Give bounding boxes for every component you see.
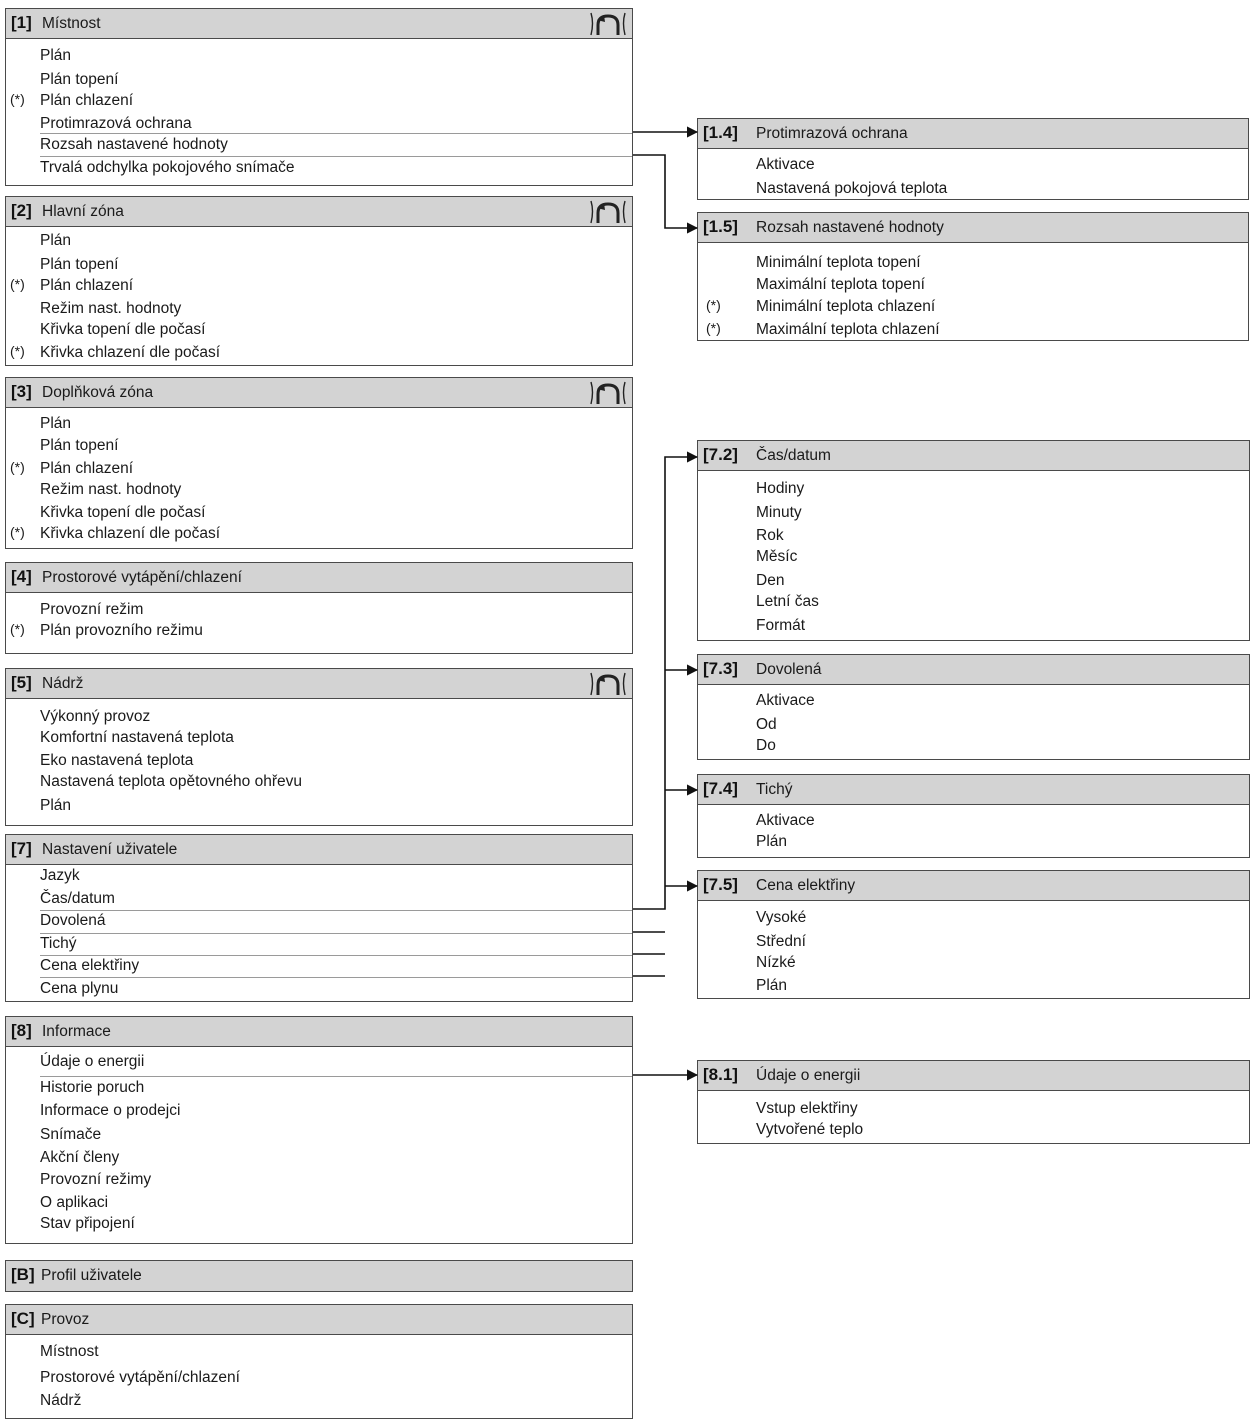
menu-item: Informace o prodejci (40, 1102, 181, 1119)
menu-m3 (5, 377, 633, 549)
menu-item: Střední (756, 933, 806, 950)
menu-m5 (5, 668, 633, 826)
menu-title: Informace (42, 1023, 111, 1040)
menu-title: Nádrž (42, 675, 84, 692)
menu-item: Plán topení (40, 71, 119, 88)
menu-item: Jazyk (40, 867, 80, 884)
menu-header (6, 835, 632, 865)
menu-header (6, 197, 632, 227)
menu-item: Křivka topení dle počasí (40, 504, 206, 521)
optional-marker: (*) (10, 524, 25, 540)
menu-m7 (5, 834, 633, 1002)
menu-code: [7.2] (703, 445, 738, 464)
menu-item: Plán topení (40, 437, 119, 454)
menu-item: Protimrazová ochrana (40, 115, 192, 132)
menu-item: Formát (756, 617, 806, 634)
item-separator (40, 133, 632, 134)
item-separator (40, 156, 632, 157)
menu-item: Plán topení (40, 256, 119, 273)
menu-header (6, 1305, 632, 1335)
menu-item: Vytvořené teplo (756, 1121, 864, 1138)
menu-code: [3] (11, 382, 32, 401)
optional-marker: (*) (706, 320, 721, 336)
menu-code: [8] (11, 1021, 32, 1040)
menu-item: Rozsah nastavené hodnoty (40, 136, 228, 153)
optional-marker: (*) (10, 276, 25, 292)
menu-title: Nastavení uživatele (42, 841, 178, 858)
menu-item: Režim nast. hodnoty (40, 481, 182, 498)
menu-header (6, 378, 632, 408)
menu-header (698, 213, 1248, 243)
menu-title: Profil uživatele (41, 1267, 142, 1284)
menu-item: Prostorové vytápění/chlazení (40, 1369, 240, 1386)
item-separator (40, 933, 632, 934)
menu-item: Den (756, 572, 785, 589)
menu-item: O aplikaci (40, 1194, 109, 1211)
menu-code: [7.4] (703, 779, 738, 798)
menu-item: Plán (40, 415, 72, 432)
item-separator (40, 955, 632, 956)
menu-header (698, 1061, 1249, 1091)
menu-item: Výkonný provoz (40, 708, 151, 725)
menu-item: Do (756, 737, 776, 754)
menu-item: Rok (756, 527, 784, 544)
menu-title: Doplňková zóna (42, 384, 154, 401)
menu-title: Rozsah nastavené hodnoty (756, 219, 944, 236)
menu-code: [C] (11, 1309, 35, 1328)
menu-s73 (697, 654, 1250, 760)
menu-code: [B] (11, 1265, 35, 1284)
menu-item: Nízké (756, 954, 796, 971)
menu-item: Režim nast. hodnoty (40, 300, 182, 317)
menu-title: Hlavní zóna (42, 203, 124, 220)
menu-item: Tichý (40, 935, 77, 952)
menu-item: Minimální teplota chlazení (756, 298, 936, 315)
menu-code: [7.5] (703, 875, 738, 894)
menu-m1 (5, 8, 633, 186)
menu-title: Údaje o energii (756, 1067, 861, 1084)
menu-item: Akční členy (40, 1149, 120, 1166)
menu-item: Cena plynu (40, 980, 119, 997)
menu-header (6, 563, 632, 593)
menu-code: [2] (11, 201, 32, 220)
menu-item: Plán (40, 47, 72, 64)
menu-item: Snímače (40, 1126, 102, 1143)
menu-s75 (697, 870, 1250, 999)
schedule-icon (588, 11, 628, 37)
menu-item: Plán provozního režimu (40, 622, 203, 639)
menu-code: [1] (11, 13, 32, 32)
menu-item: Aktivace (756, 692, 815, 709)
menu-s72 (697, 440, 1250, 641)
menu-item: Plán (756, 977, 788, 994)
menu-title: Prostorové vytápění/chlazení (42, 569, 242, 586)
menu-title: Provoz (41, 1311, 90, 1328)
item-separator (40, 910, 632, 911)
menu-item: Od (756, 716, 777, 733)
menu-item: Aktivace (756, 812, 815, 829)
menu-item: Křivka topení dle počasí (40, 321, 206, 338)
menu-item: Stav připojení (40, 1215, 135, 1232)
menu-item: Provozní režim (40, 601, 144, 618)
menu-item: Minuty (756, 504, 802, 521)
menu-item: Nastavená teplota opětovného ohřevu (40, 773, 302, 790)
menu-code: [4] (11, 567, 32, 586)
menu-header (698, 441, 1249, 471)
optional-marker: (*) (10, 91, 25, 107)
menu-s15 (697, 212, 1249, 341)
connector-line (633, 155, 697, 228)
menu-title: Dovolená (756, 661, 822, 678)
menu-code: [8.1] (703, 1065, 738, 1084)
menu-m2 (5, 196, 633, 366)
menu-item: Místnost (40, 1343, 99, 1360)
menu-s14 (697, 118, 1249, 200)
item-separator (40, 1076, 632, 1077)
menu-header (698, 871, 1249, 901)
menu-item: Čas/datum (40, 890, 115, 907)
schedule-icon (588, 199, 628, 225)
menu-item: Maximální teplota chlazení (756, 321, 940, 338)
menu-item: Měsíc (756, 548, 798, 565)
menu-item: Křivka chlazení dle počasí (40, 525, 221, 542)
menu-header (6, 1017, 632, 1047)
menu-item: Nastavená pokojová teplota (756, 180, 948, 197)
menu-code: [1.4] (703, 123, 738, 142)
menu-s81 (697, 1060, 1250, 1144)
menu-item: Historie poruch (40, 1079, 145, 1096)
menu-item: Cena elektřiny (40, 957, 140, 974)
menu-item: Plán chlazení (40, 92, 134, 109)
menu-item: Plán chlazení (40, 277, 134, 294)
menu-item: Vstup elektřiny (756, 1100, 858, 1117)
menu-item: Křivka chlazení dle počasí (40, 344, 221, 361)
menu-code: [5] (11, 673, 32, 692)
menu-item: Minimální teplota topení (756, 254, 921, 271)
menu-mC (5, 1304, 633, 1419)
menu-title: Tichý (756, 781, 793, 798)
menu-item: Plán (756, 833, 788, 850)
menu-header (698, 119, 1248, 149)
menu-header (698, 655, 1249, 685)
menu-m8 (5, 1016, 633, 1244)
item-separator (40, 977, 632, 978)
menu-code: [7] (11, 839, 32, 858)
menu-item: Dovolená (40, 912, 106, 929)
menu-code: [7.3] (703, 659, 738, 678)
menu-title: Místnost (42, 15, 101, 32)
menu-item: Aktivace (756, 156, 815, 173)
menu-item: Komfortní nastavená teplota (40, 729, 234, 746)
schedule-icon (588, 380, 628, 406)
menu-item: Plán (40, 232, 72, 249)
optional-marker: (*) (10, 343, 25, 359)
schedule-icon (588, 671, 628, 697)
menu-header (6, 9, 632, 39)
menu-header (6, 669, 632, 699)
connector-line (633, 457, 697, 909)
menu-item: Nádrž (40, 1392, 82, 1409)
menu-item: Plán chlazení (40, 460, 134, 477)
optional-marker: (*) (10, 621, 25, 637)
menu-s74 (697, 774, 1250, 858)
menu-item: Plán (40, 797, 72, 814)
menu-item: Vysoké (756, 909, 807, 926)
menu-title: Protimrazová ochrana (756, 125, 908, 142)
menu-item: Letní čas (756, 593, 819, 610)
menu-header (698, 775, 1249, 805)
optional-marker: (*) (706, 297, 721, 313)
menu-item: Maximální teplota topení (756, 276, 925, 293)
menu-title: Cena elektřiny (756, 877, 856, 894)
menu-header (6, 1261, 632, 1291)
menu-item: Provozní režimy (40, 1171, 152, 1188)
menu-mB (5, 1260, 633, 1292)
optional-marker: (*) (10, 459, 25, 475)
menu-item: Eko nastavená teplota (40, 752, 194, 769)
menu-item: Údaje o energii (40, 1053, 145, 1070)
menu-code: [1.5] (703, 217, 738, 236)
menu-item: Hodiny (756, 480, 805, 497)
menu-item: Trvalá odchylka pokojového snímače (40, 159, 295, 176)
menu-title: Čas/datum (756, 447, 831, 464)
menu-m4 (5, 562, 633, 654)
